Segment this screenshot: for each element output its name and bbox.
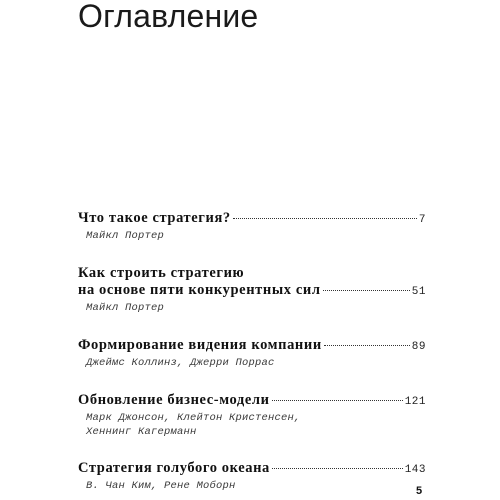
toc-page-number: 51 [411,286,426,298]
toc-entry[interactable] [78,392,426,439]
toc-entry[interactable] [78,337,426,370]
toc-page-number: 143 [404,464,426,476]
toc-entry[interactable] [78,460,426,493]
dot-leader [324,345,410,346]
toc-entry-title: Обновление бизнес-модели [78,392,270,408]
table-of-contents [78,210,426,493]
toc-entry-authors: Майкл Портер [86,230,165,242]
toc-entry-row [78,460,426,479]
toc-entry-authors: В. Чан Ким, Рене Моборн [86,480,236,492]
toc-entry-authors: Джеймс Коллинз, Джерри Поррас [86,357,275,369]
toc-entry-authors: Майкл Портер [86,302,165,314]
footer-page-number: 5 [416,485,423,497]
toc-entry-row [78,210,426,229]
toc-page-number: 121 [404,396,426,408]
toc-entry-authors: Марк Джонсон, Клейтон Кристенсен, [86,412,301,424]
toc-entry-row [78,337,426,356]
toc-entry-title: Как строить стратегию [78,265,245,281]
page-title: Оглавление [78,0,259,34]
toc-entry[interactable] [78,265,426,315]
toc-entry-authors-continued: Хеннинг Кагерманн [86,426,197,438]
toc-page-number: 89 [411,341,426,353]
toc-entry-title: Стратегия голубого океана [78,460,270,476]
toc-entry-title: Формирование видения компании [78,337,322,353]
toc-entry-title-continued: на основе пяти конкурентных сил [78,282,321,298]
toc-entry[interactable] [78,210,426,243]
dot-leader [272,400,403,401]
toc-entry-row [78,282,426,301]
dot-leader [323,290,410,291]
dot-leader [233,218,417,219]
toc-entry-row [78,392,426,411]
toc-entry-title: Что такое стратегия? [78,210,231,226]
toc-page-number: 7 [418,214,426,226]
dot-leader [272,468,403,469]
